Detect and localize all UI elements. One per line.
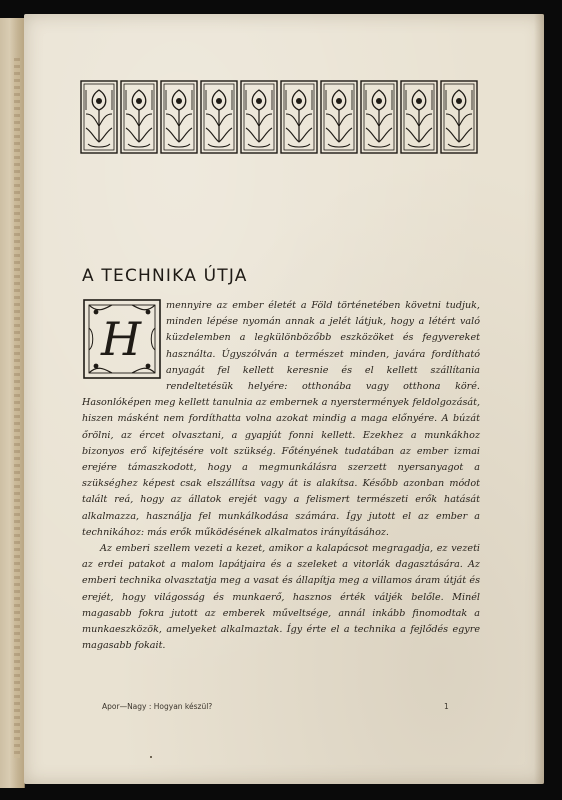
- paragraph-1: mennyire az ember életét a Föld történetében követni tudjuk, minden lépése nyomán annak a jelét látjuk, hogy a létért való küzdelemben a legkülönbözőbb eszközöket és fegyvereket használta. Úgyszólván a természet minden, javára fordítható anyagát fel kellett keresnie és el kellett szállítania rendeltetésük helyére: otthonába vagy otthona köré. Hasonlóképen meg kellett tanulnia az embernek a nyerstermények feldolgozását, hiszen másként nem fordíthatta volna azokat mindig a maga előnyére. A búzát őrölni, az ércet olvasztani, a gyapjút fonni kellett. Ezekhez a munkákhoz bizonyos erő kifejtésére volt szükség. Főtényének tudatában az ember izmai erejére támaszkodott, hogy a megmunkálásra szerzett nyersanyagot a szükséghez képest csak elszállítsa vagy át is alakítsa. Később azonban módot talált reá, hogy az állatok erejét vagy a felismert természeti erők hatását alkalmazza, használja fel munkálkodása számára. Így jutott el az ember a technikához: más erők működésének alkalmatos irányításához.: [82, 300, 480, 538]
- book-page: [24, 14, 544, 784]
- page-edge-shadow: [534, 14, 544, 784]
- dropcap-letter: H: [100, 311, 142, 366]
- chapter-body: [82, 298, 480, 654]
- paper-speck: [150, 756, 152, 758]
- chapter-title: A TECHNIKA ÚTJA: [82, 266, 248, 286]
- spine-edge-texture: [14, 58, 20, 758]
- dropcap-box: [82, 298, 162, 380]
- paragraph-2: Az emberi szellem vezeti a kezet, amikor a kalapácsot megragadja, ez vezeti az erdei patakot a malom lapátjaira és a szeleket a vitorlák dagasztására. Az emberi technika olvasztatja meg a vasat és állapítja meg a villamos áram útját és erejét, hogy világosság és munkaerő, hasznos érték váljék belőle. Minél magasabb fokra jutott az emberek műveltsége, annál inkább finomodtak a munkaeszközök, amelyeket alkalmaztak. Így érte el a technika a fejlődés egyre magasabb fokait.: [82, 543, 480, 652]
- book-spine: [0, 18, 25, 788]
- footer-source: Apor—Nagy : Hogyan készül?: [102, 702, 213, 711]
- ornamental-header-band: [80, 80, 480, 156]
- page-number: 1: [444, 702, 449, 711]
